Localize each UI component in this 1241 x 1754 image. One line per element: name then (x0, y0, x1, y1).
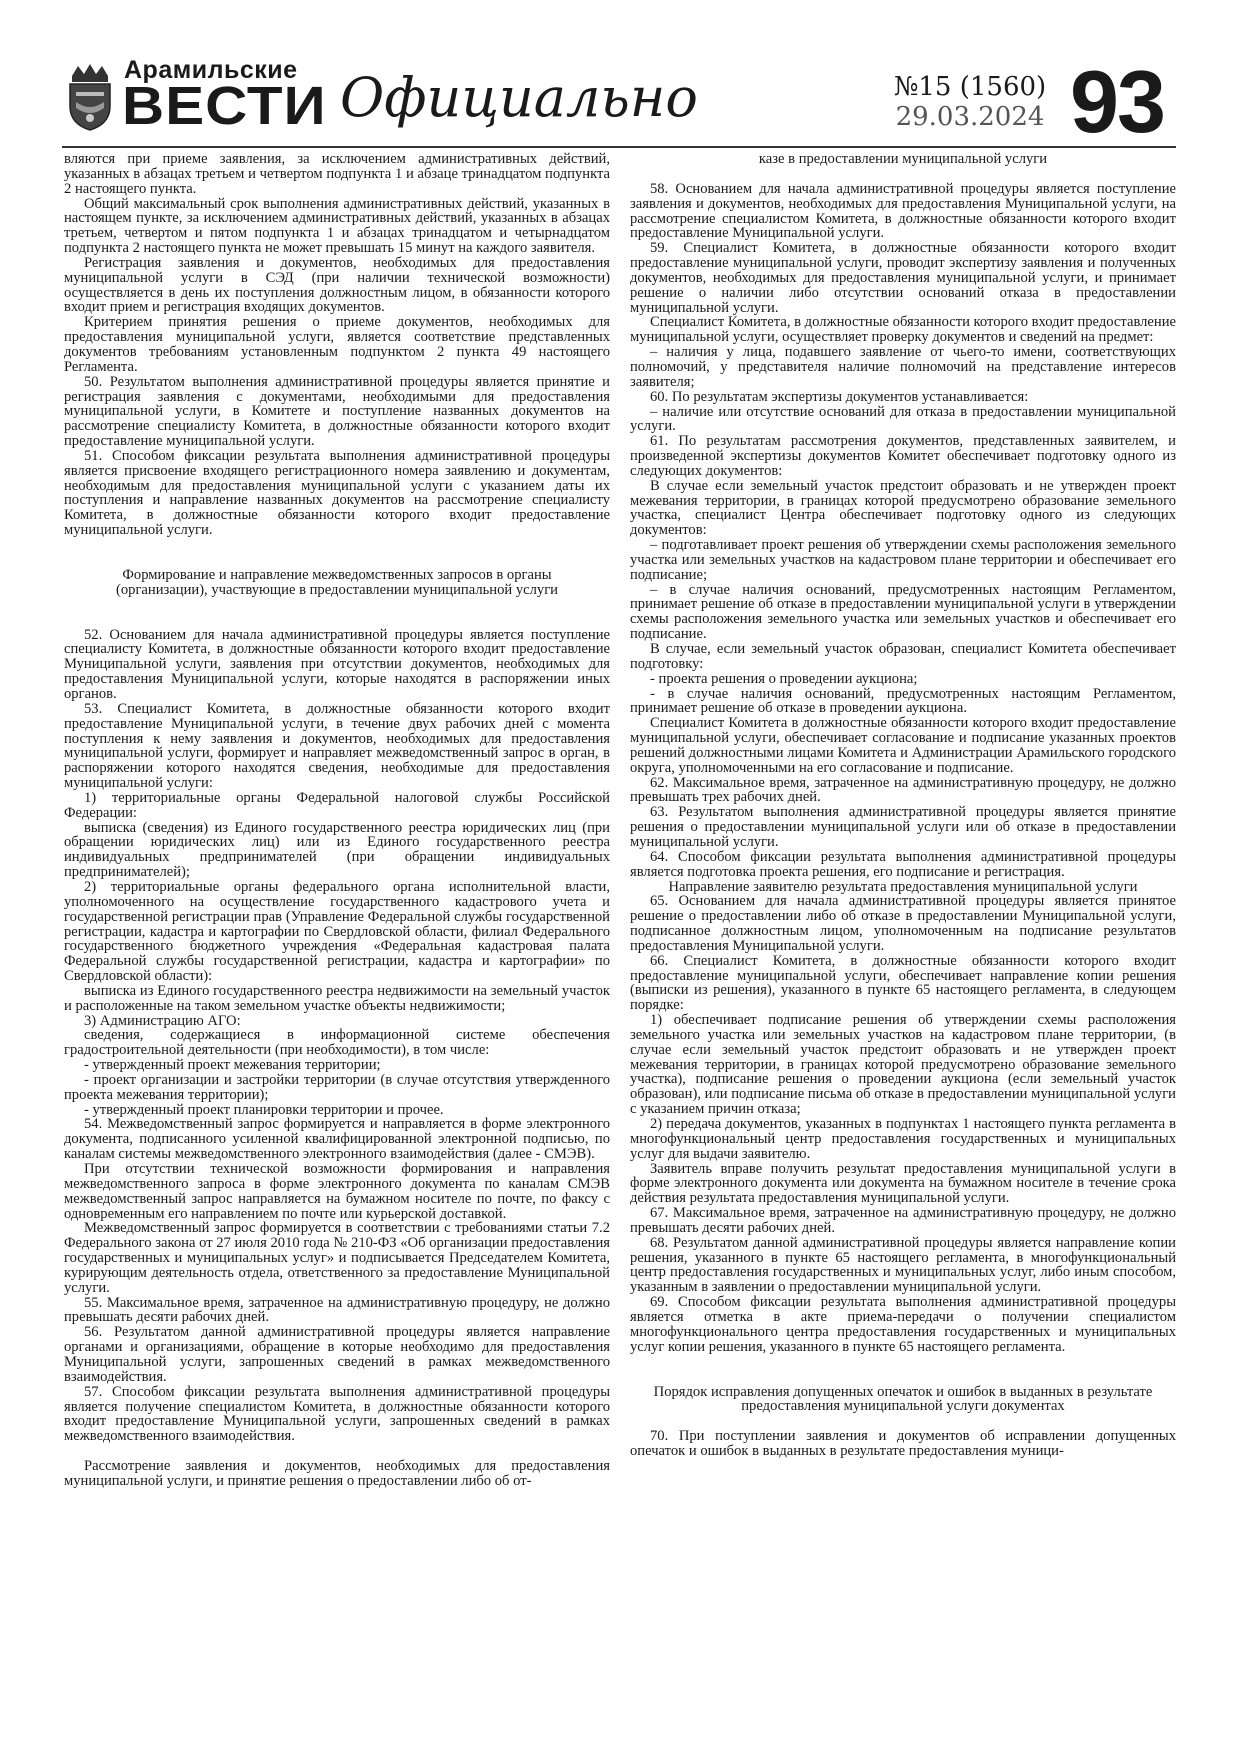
paragraph: 63. Результатом выполнения административной процедуры является принятие решения о предоставлении муниципальной услуги или об отказе в предоставлении муниципальной услуги. (630, 804, 1176, 850)
paragraph: 64. Способом фиксации результата выполнения административной процедуры является подготовка проекта решения, его подписание и регистрация. (630, 848, 1176, 880)
paragraph: Заявитель вправе получить результат предоставления муниципальной услуги в форме электронного документа или документа на бумажном носителе в течение срока действия результата предоставления муниципальной услуги. (630, 1160, 1176, 1207)
paragraph: выписка (сведения) из Единого государственного реестра юридических лиц (при обращении юридических лиц) или из Единого государственного реестра индивидуальных предпринимателей (при обращении индивидуальных предпринимателей); (64, 819, 610, 881)
paragraph: Критерием принятия решения о приеме документов, необходимых для предоставления муниципальной услуги, является соответствие представленных документов требованиям установленным подпунктом 2 пункта 49 настоящего Регламента. (64, 314, 610, 375)
paragraph: 68. Результатом данной административной процедуры является направление копии решения, указанного в пункте 65 настоящего регламента, в многофункциональный центр предоставления государственных и муниципальных услуг, либо иным способом, указанным в заявлении о предоставлении муниципальной услуги. (630, 1234, 1176, 1296)
issue-number: №15 (1560) (893, 72, 1047, 102)
paragraph: 3) Администрацию АГО: (84, 1012, 241, 1029)
paragraph: 62. Максимальное время, затраченное на административную процедуру, не должно превышать трех рабочих дней. (630, 774, 1176, 806)
paragraph: 70. При поступлении заявления и документов об исправлении допущенных опечаток и ошибок в выданных в результате предоставления муници- (630, 1428, 1176, 1460)
paragraph: – подготавливает проект решения об утверждении схемы расположения земельного участка или земельных участков на кадастровом плане территории и обеспечивает его подписание; (630, 537, 1176, 583)
paragraph: 60. По результатам экспертизы документов устанавливается: (650, 388, 1029, 405)
paragraph: – наличия у лица, подавшего заявление от чьего-то имени, соответствующих полномочий, у представителя наличие полномочий на представление интересов заявителя; (630, 344, 1176, 390)
paragraph: 53. Специалист Комитета, в должностные обязанности которого входит предоставление Муниципальной услуги, в течение двух рабочих дней с момента поступления к нему заявления и документов, необходимых для предоставления муниципальной услуги, формирует и направляет межведомственный запрос в орган, в распоряжении которого находятся сведения, необходимые для предоставления муниципальной услуги: (64, 700, 610, 792)
paragraph: 61. По результатам рассмотрения документов, представленных заявителем, и произведенной экспертизы документов Комитет обеспечивает подготовку одного из следующих документов: (630, 433, 1176, 479)
paragraph: 56. Результатом данной административной процедуры является направление органами и организациями, обращение в которые необходимо для предоставления Муниципальной услуги, запрошенных сведений в рамках межведомственного взаимодействия. (64, 1324, 610, 1385)
paragraph: 52. Основанием для начала административной процедуры является поступление специалисту Комитета, в должностные обязанности которого входит предоставление Муниципальной услуги, заявления при отсутствии документов, необходимых для предоставления Муниципальной услуги, которые находятся в распоряжении иных органов. (64, 626, 610, 702)
paragraph: 54. Межведомственный запрос формируется и направляется в форме электронного документа, подписанного усиленной квалифицированной электронной подписью, по каналам системы межведомственного электронного взаимодействия (далее - СМЭВ). (64, 1116, 610, 1163)
paragraph: При отсутствии технической возможности формирования и направления межведомственного запроса в форме электронного документа по каналам СМЭВ межведомственный запрос направляется на бумажном носителе по почте, по факсу с одновременным его направлением по почте или курьерской доставкой. (64, 1161, 610, 1222)
paragraph: 1) обеспечивает подписание решения об утверждении схемы расположения земельного участка или земельных участков на кадастровом плане территории, (в случае если земельный участок предстоит образовать и не утвержден проект межевания территории, в границах которой предусмотрено образование земельного участка), подписание решения о проведении аукциона (если земельный участок образован), или подписание письма об отказе в предоставлении муниципальной услуги с указанием причин отказа; (630, 1012, 1176, 1118)
paragraph: В случае, если земельный участок образован, специалист Комитета обеспечивает подготовку: (630, 641, 1176, 672)
paragraph: 65. Основанием для начала административной процедуры является принятое решение о предоставлении либо об отказе в предоставлении Муниципальной услуги, подписанное должностным лицом, уполномоченным на подписание результатов предоставления Муниципальной услуги. (630, 893, 1176, 954)
header-divider (62, 146, 1176, 148)
paragraph: 51. Способом фиксации результата выполнения административной процедуры является присвоение входящего регистрационного номера заявлению и документам, необходимым для предоставления муниципальной услуги с указанием даты их поступления и направление названных документов на рассмотрение специалисту Комитета, в должностные обязанности которого входит предоставление муниципальной услуги. (64, 447, 610, 539)
paragraph: - проект организации и застройки территории (в случае отсутствия утвержденного проекта межевания территории); (64, 1071, 610, 1103)
paragraph: 59. Специалист Комитета, в должностные обязанности которого входит предоставление муниципальной услуги, проводит экспертизу заявления и полученных документов, необходимых для предоставления муниципальной услуги, и принимает решение о наличии либо отсутствии оснований отказа в предоставлении муниципальной услуги. (630, 240, 1176, 316)
issue-date: 29.03.2024 (895, 102, 1045, 132)
paragraph: - утвержденный проект планировки территории и прочее. (84, 1101, 444, 1118)
paragraph: Специалист Комитета в должностные обязанности которого входит предоставление муниципальной услуги, обеспечивает согласование и подписание указанных проектов решений должностными лицами Комитета и Администрации Арамильского городского округа, уполномоченными на его согласование и подписание. (630, 715, 1176, 776)
paragraph: Рассмотрение заявления и документов, необходимых для предоставления муниципальной услуги, и принятие решения о предоставлении либо об от- (64, 1458, 610, 1489)
paragraph: 58. Основанием для начала административной процедуры является поступление заявления и документов, необходимых для предоставления Муниципальной услуги, на рассмотрение специалистом Комитета, в должностные обязанности которого входит предоставление Муниципальной услуги. (630, 180, 1176, 242)
paragraph: 66. Специалист Комитета, в должностные обязанности которого входит предоставление муниципальной услуги, обеспечивает направление копии решения (выписки из решения), указанного в пункте 65 настоящего регламента, в следующем порядке: (630, 952, 1176, 1014)
section-title: Официально (340, 66, 698, 129)
subsection-heading: Направление заявителю результата предоставления муниципальной услуги (668, 878, 1138, 895)
paragraph: 2) передача документов, указанных в подпунктах 1 настоящего пункта регламента в многофункциональный центр предоставления государственных и муниципальных услуг для выдачи заявителю. (630, 1116, 1176, 1162)
page-number: 93 (1070, 52, 1164, 151)
paragraph: 57. Способом фиксации результата выполнения административной процедуры является получение специалистом Комитета, в должностные обязанности которого входит предоставление Муниципальной услуги, запрошенных сведений в рамках межведомственного взаимодействия. (64, 1383, 610, 1445)
subsection-heading: казе в предоставлении муниципальной услуги (758, 151, 1048, 167)
paragraph: вляются при приеме заявления, за исключением административных действий, указанных в абзацах третьем и четвертом подпункта 1 и абзаце тринадцатом подпункта 2 настоящего пункта. (64, 151, 610, 197)
subsection-heading: Порядок исправления допущенных опечаток и ошибок в выданных в результате предоставления муниципальной услуги документах (653, 1383, 1153, 1415)
logo-main-text: ВЕСТИ (122, 76, 327, 136)
city-emblem-icon (64, 62, 116, 132)
paragraph: Межведомственный запрос формируется в соответствии с требованиями статьи 7.2 Федерального закона от 27 июля 2010 года № 210-ФЗ «Об организации предоставления государственных и муниципальных услуг» и подписывается Председателем Комитета, курирующим деятельность отдела, ответственного за предоставление Муниципальной услуги. (64, 1220, 610, 1296)
left-column (64, 152, 610, 1489)
paragraph: Регистрация заявления и документов, необходимых для предоставления муниципальной услуги в СЭД (при наличии технической возможности) осуществляется в день их поступления должностным лицом, в обязанности которого входит прием и регистрация входящих документов. (64, 254, 610, 316)
paragraph: - проекта решения о проведении аукциона; (650, 670, 918, 687)
paragraph: Общий максимальный срок выполнения административных действий, указанных в настоящем пункте, за исключением административных действий, указанных в абзацах третьем, четвертом и пятом подпункта 1 и абзацах тринадцатом и четырнадцатом подпункта 2 настоящего пункта не может превышать 15 минут на каждого заявителя. (64, 195, 610, 257)
subsection-heading: Формирование и направление межведомственных запросов в органы (организации), участвующие в предоставлении муниципальной услуги (115, 566, 558, 598)
paragraph: В случае если земельный участок предстоит образовать и не утвержден проект межевания территории, в границах которой предусмотрено образование земельного участка, специалист Центра обеспечивает подготовку одного из следующих документов: (630, 477, 1176, 539)
paragraph: сведения, содержащиеся в информационной системе обеспечения градостроительной деятельности (при необходимости), в том числе: (64, 1027, 610, 1059)
paragraph: – наличие или отсутствие оснований для отказа в предоставлении муниципальной услуги. (630, 403, 1176, 435)
paragraph: 1) территориальные органы Федеральной налоговой службы Российской Федерации: (64, 789, 610, 821)
paragraph: - в случае наличия оснований, предусмотренных настоящим Регламентом, принимает решение об отказе в проведении аукциона. (630, 685, 1176, 717)
logo-top-text: Арамильские (124, 56, 298, 84)
paragraph: 67. Максимальное время, затраченное на административную процедуру, не должно превышать десяти рабочих дней. (630, 1205, 1176, 1236)
paragraph: - утвержденный проект межевания территории; (84, 1057, 381, 1074)
paragraph: выписка из Единого государственного реестра недвижимости на земельный участок и расположенные на таком земельном участке объекты недвижимости; (64, 982, 610, 1014)
paragraph: 55. Максимальное время, затраченное на административную процедуру, не должно превышать десяти рабочих дней. (64, 1294, 610, 1326)
paragraph: 50. Результатом выполнения административной процедуры является принятие и регистрация заявления с документами, необходимыми для предоставления муниципальной услуги, в Комитете и поступление названных документов на рассмотрение специалисту Комитета, в должностные обязанности которого входит предоставление муниципальной услуги. (64, 373, 610, 450)
right-column (630, 152, 1176, 1459)
paragraph: – в случае наличия оснований, предусмотренных настоящим Регламентом, принимает решение об отказе в предоставлении муниципальной услуги в утверждении схемы расположения земельного участка или земельных участков и обеспечивает его подписание. (630, 581, 1176, 643)
paragraph: Специалист Комитета, в должностные обязанности которого входит предоставление муниципальной услуги, осуществляет проверку документов и сведений на предмет: (630, 314, 1176, 346)
paragraph: 2) территориальные органы федерального органа исполнительной власти, уполномоченного на осуществление государственного кадастрового учета и государственной регистрации прав (Управление Федеральной службы государственной регистрации, кадастра и картографии по Свердловской области, филиал Федерального государственного бюджетного учреждения «Федеральная кадастровая палата Федеральной службы государственной регистрации, кадастра и картографии» по Свердловской области): (64, 878, 610, 985)
paragraph: 69. Способом фиксации результата выполнения административной процедуры является отметка в акте приема-передачи о получении специалистом многофункционального центра предоставления государственных и муниципальных услуг копии решения, указанного в пункте 65 настоящего регламента. (630, 1294, 1176, 1355)
page-header (0, 0, 1241, 151)
